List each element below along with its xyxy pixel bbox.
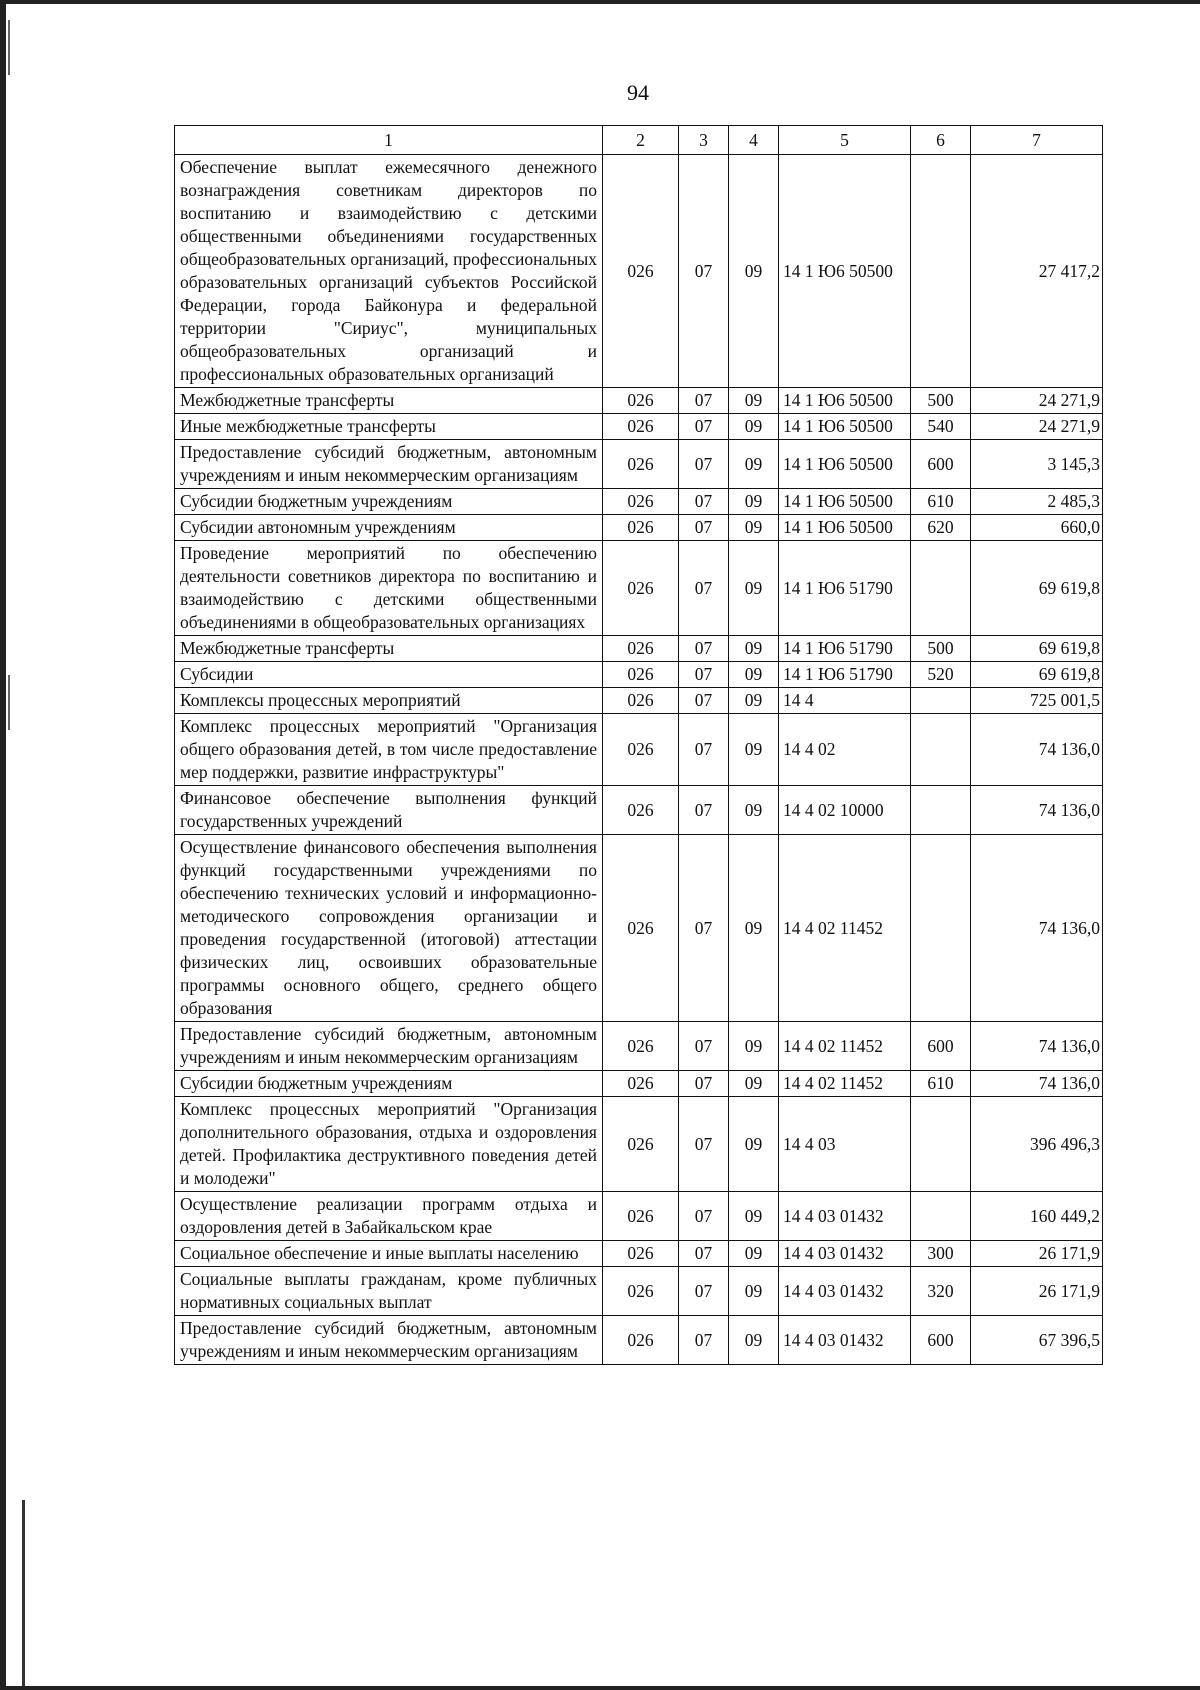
table-row: [175, 1241, 1103, 1267]
row-expense-type: 500: [911, 388, 971, 414]
row-name: Осуществление финансового обеспечения выполнения функций государственными учреждениями по обеспечению технических условий и информационно-методического сопровождения организации и проведения государственной (итоговой) аттестации физических лиц, освоивших образовательные программы основного общего, среднего общего образования: [175, 835, 603, 1022]
row-subsection: 09: [729, 515, 779, 541]
row-target-article: 14 4 03 01432: [779, 1192, 911, 1241]
row-target-article: 14 4 02: [779, 714, 911, 786]
row-expense-type: 620: [911, 515, 971, 541]
row-grbs: 026: [603, 1022, 679, 1071]
row-name: Субсидии автономным учреждениям: [175, 515, 603, 541]
row-subsection: 09: [729, 1241, 779, 1267]
row-section: 07: [679, 786, 729, 835]
row-expense-type: 600: [911, 1316, 971, 1365]
row-name: Комплекс процессных мероприятий "Организация общего образования детей, в том числе предоставление мер поддержки, развитие инфраструктуры": [175, 714, 603, 786]
row-grbs: 026: [603, 1267, 679, 1316]
row-section: 07: [679, 662, 729, 688]
row-name: Предоставление субсидий бюджетным, автономным учреждениям и иным некоммерческим организациям: [175, 440, 603, 489]
row-target-article: 14 1 Ю6 50500: [779, 388, 911, 414]
row-expense-type: 300: [911, 1241, 971, 1267]
row-expense-type: [911, 688, 971, 714]
row-name: Предоставление субсидий бюджетным, автономным учреждениям и иным некоммерческим организациям: [175, 1022, 603, 1071]
budget-table-container: [174, 125, 1102, 1365]
row-grbs: 026: [603, 440, 679, 489]
column-header-1: 1: [175, 126, 603, 155]
row-grbs: 026: [603, 835, 679, 1022]
row-target-article: 14 1 Ю6 51790: [779, 636, 911, 662]
row-section: 07: [679, 714, 729, 786]
table-row: [175, 786, 1103, 835]
row-section: 07: [679, 541, 729, 636]
row-subsection: 09: [729, 1192, 779, 1241]
row-expense-type: 600: [911, 440, 971, 489]
row-expense-type: [911, 786, 971, 835]
row-subsection: 09: [729, 662, 779, 688]
column-header-3: 3: [679, 126, 729, 155]
row-amount: 74 136,0: [971, 786, 1103, 835]
table-row: [175, 714, 1103, 786]
row-name: Социальное обеспечение и иные выплаты населению: [175, 1241, 603, 1267]
row-amount: 160 449,2: [971, 1192, 1103, 1241]
row-target-article: 14 4 03 01432: [779, 1241, 911, 1267]
row-subsection: 09: [729, 155, 779, 388]
table-row: [175, 1316, 1103, 1365]
row-subsection: 09: [729, 1316, 779, 1365]
row-expense-type: [911, 541, 971, 636]
row-grbs: 026: [603, 1071, 679, 1097]
row-amount: 396 496,3: [971, 1097, 1103, 1192]
table-row: [175, 1097, 1103, 1192]
row-section: 07: [679, 155, 729, 388]
row-grbs: 026: [603, 541, 679, 636]
column-header-6: 6: [911, 126, 971, 155]
column-header-5: 5: [779, 126, 911, 155]
page-number: 94: [627, 80, 649, 105]
row-section: 07: [679, 515, 729, 541]
row-name: Межбюджетные трансферты: [175, 636, 603, 662]
row-section: 07: [679, 440, 729, 489]
row-expense-type: [911, 1097, 971, 1192]
row-name: Социальные выплаты гражданам, кроме публичных нормативных социальных выплат: [175, 1267, 603, 1316]
row-target-article: 14 4 03: [779, 1097, 911, 1192]
row-amount: 69 619,8: [971, 662, 1103, 688]
row-target-article: 14 1 Ю6 50500: [779, 155, 911, 388]
row-name: Обеспечение выплат ежемесячного денежного вознаграждения советникам директоров по воспитанию и взаимодействию с детскими общественными объединениями государственных общеобразовательных организаций, профессиональных образовательных организаций субъектов Российской Федерации, города Байконура и федеральной территории "Сириус", муниципальных общеобразовательных организаций и профессиональных образовательных организаций: [175, 155, 603, 388]
row-subsection: 09: [729, 1097, 779, 1192]
row-name: Финансовое обеспечение выполнения функций государственных учреждений: [175, 786, 603, 835]
row-subsection: 09: [729, 440, 779, 489]
row-section: 07: [679, 1097, 729, 1192]
row-target-article: 14 1 Ю6 51790: [779, 541, 911, 636]
table-body: [175, 155, 1103, 1365]
row-expense-type: 320: [911, 1267, 971, 1316]
row-section: 07: [679, 1241, 729, 1267]
table-row: [175, 636, 1103, 662]
row-subsection: 09: [729, 636, 779, 662]
row-grbs: 026: [603, 1241, 679, 1267]
row-amount: 2 485,3: [971, 489, 1103, 515]
row-amount: 74 136,0: [971, 1071, 1103, 1097]
row-name: Осуществление реализации программ отдыха и оздоровления детей в Забайкальском крае: [175, 1192, 603, 1241]
row-expense-type: [911, 714, 971, 786]
row-amount: 24 271,9: [971, 388, 1103, 414]
scan-edge-left-inner: [22, 1500, 25, 1690]
row-target-article: 14 1 Ю6 50500: [779, 440, 911, 489]
row-grbs: 026: [603, 1097, 679, 1192]
table-row: [175, 388, 1103, 414]
row-section: 07: [679, 688, 729, 714]
row-subsection: 09: [729, 1071, 779, 1097]
row-subsection: 09: [729, 541, 779, 636]
row-subsection: 09: [729, 688, 779, 714]
row-target-article: 14 4 02 11452: [779, 1022, 911, 1071]
row-expense-type: 540: [911, 414, 971, 440]
table-row: [175, 835, 1103, 1022]
row-grbs: 026: [603, 155, 679, 388]
row-section: 07: [679, 636, 729, 662]
row-target-article: 14 4 03 01432: [779, 1316, 911, 1365]
column-header-7: 7: [971, 126, 1103, 155]
table-row: [175, 515, 1103, 541]
row-grbs: 026: [603, 688, 679, 714]
row-grbs: 026: [603, 636, 679, 662]
row-section: 07: [679, 414, 729, 440]
row-target-article: 14 1 Ю6 51790: [779, 662, 911, 688]
row-subsection: 09: [729, 489, 779, 515]
row-target-article: 14 4 02 10000: [779, 786, 911, 835]
row-subsection: 09: [729, 835, 779, 1022]
row-expense-type: [911, 835, 971, 1022]
row-subsection: 09: [729, 1267, 779, 1316]
scan-edge-left: [0, 0, 6, 1690]
row-subsection: 09: [729, 414, 779, 440]
row-grbs: 026: [603, 414, 679, 440]
row-section: 07: [679, 489, 729, 515]
column-header-2: 2: [603, 126, 679, 155]
row-expense-type: 610: [911, 489, 971, 515]
row-grbs: 026: [603, 662, 679, 688]
row-amount: 74 136,0: [971, 835, 1103, 1022]
row-target-article: 14 4 02 11452: [779, 1071, 911, 1097]
row-grbs: 026: [603, 515, 679, 541]
row-amount: 725 001,5: [971, 688, 1103, 714]
row-amount: 26 171,9: [971, 1267, 1103, 1316]
table-row: [175, 489, 1103, 515]
column-header-4: 4: [729, 126, 779, 155]
row-amount: 74 136,0: [971, 714, 1103, 786]
row-target-article: 14 1 Ю6 50500: [779, 489, 911, 515]
table-row: [175, 1071, 1103, 1097]
row-section: 07: [679, 1192, 729, 1241]
row-subsection: 09: [729, 388, 779, 414]
row-section: 07: [679, 1071, 729, 1097]
row-grbs: 026: [603, 786, 679, 835]
row-expense-type: 600: [911, 1022, 971, 1071]
table-row: [175, 1267, 1103, 1316]
row-subsection: 09: [729, 1022, 779, 1071]
row-section: 07: [679, 1022, 729, 1071]
row-section: 07: [679, 1316, 729, 1365]
row-grbs: 026: [603, 388, 679, 414]
scan-mark: [8, 675, 10, 730]
row-amount: 69 619,8: [971, 636, 1103, 662]
row-amount: 660,0: [971, 515, 1103, 541]
row-name: Субсидии бюджетным учреждениям: [175, 1071, 603, 1097]
row-amount: 74 136,0: [971, 1022, 1103, 1071]
row-name: Комплекс процессных мероприятий "Организация дополнительного образования, отдыха и оздоровления детей. Профилактика деструктивного поведения детей и молодежи": [175, 1097, 603, 1192]
row-grbs: 026: [603, 1316, 679, 1365]
row-grbs: 026: [603, 1192, 679, 1241]
table-row: [175, 440, 1103, 489]
table-row: [175, 1022, 1103, 1071]
row-amount: 26 171,9: [971, 1241, 1103, 1267]
row-expense-type: 500: [911, 636, 971, 662]
row-amount: 27 417,2: [971, 155, 1103, 388]
row-amount: 67 396,5: [971, 1316, 1103, 1365]
row-section: 07: [679, 835, 729, 1022]
row-grbs: 026: [603, 489, 679, 515]
row-amount: 69 619,8: [971, 541, 1103, 636]
table-row: [175, 414, 1103, 440]
row-name: Межбюджетные трансферты: [175, 388, 603, 414]
row-amount: 3 145,3: [971, 440, 1103, 489]
table-row: [175, 541, 1103, 636]
budget-table: [174, 125, 1103, 1365]
table-row: [175, 155, 1103, 388]
row-section: 07: [679, 388, 729, 414]
row-target-article: 14 4 03 01432: [779, 1267, 911, 1316]
row-target-article: 14 4: [779, 688, 911, 714]
row-grbs: 026: [603, 714, 679, 786]
header-row: [175, 126, 1103, 155]
row-name: Проведение мероприятий по обеспечению деятельности советников директора по воспитанию и взаимодействию с детскими общественными объединениями в общеобразовательных организациях: [175, 541, 603, 636]
row-name: Предоставление субсидий бюджетным, автономным учреждениям и иным некоммерческим организациям: [175, 1316, 603, 1365]
row-name: Субсидии: [175, 662, 603, 688]
row-expense-type: [911, 155, 971, 388]
row-name: Субсидии бюджетным учреждениям: [175, 489, 603, 515]
table-header: [175, 126, 1103, 155]
row-expense-type: [911, 1192, 971, 1241]
table-row: [175, 662, 1103, 688]
row-target-article: 14 1 Ю6 50500: [779, 515, 911, 541]
row-name: Иные межбюджетные трансферты: [175, 414, 603, 440]
row-target-article: 14 1 Ю6 50500: [779, 414, 911, 440]
scan-edge-bottom: [0, 1686, 1200, 1690]
table-row: [175, 688, 1103, 714]
row-target-article: 14 4 02 11452: [779, 835, 911, 1022]
row-amount: 24 271,9: [971, 414, 1103, 440]
table-row: [175, 1192, 1103, 1241]
scan-mark: [8, 20, 10, 75]
row-name: Комплексы процессных мероприятий: [175, 688, 603, 714]
row-section: 07: [679, 1267, 729, 1316]
row-expense-type: 520: [911, 662, 971, 688]
row-expense-type: 610: [911, 1071, 971, 1097]
scan-edge-top: [0, 0, 1200, 4]
row-subsection: 09: [729, 714, 779, 786]
row-subsection: 09: [729, 786, 779, 835]
